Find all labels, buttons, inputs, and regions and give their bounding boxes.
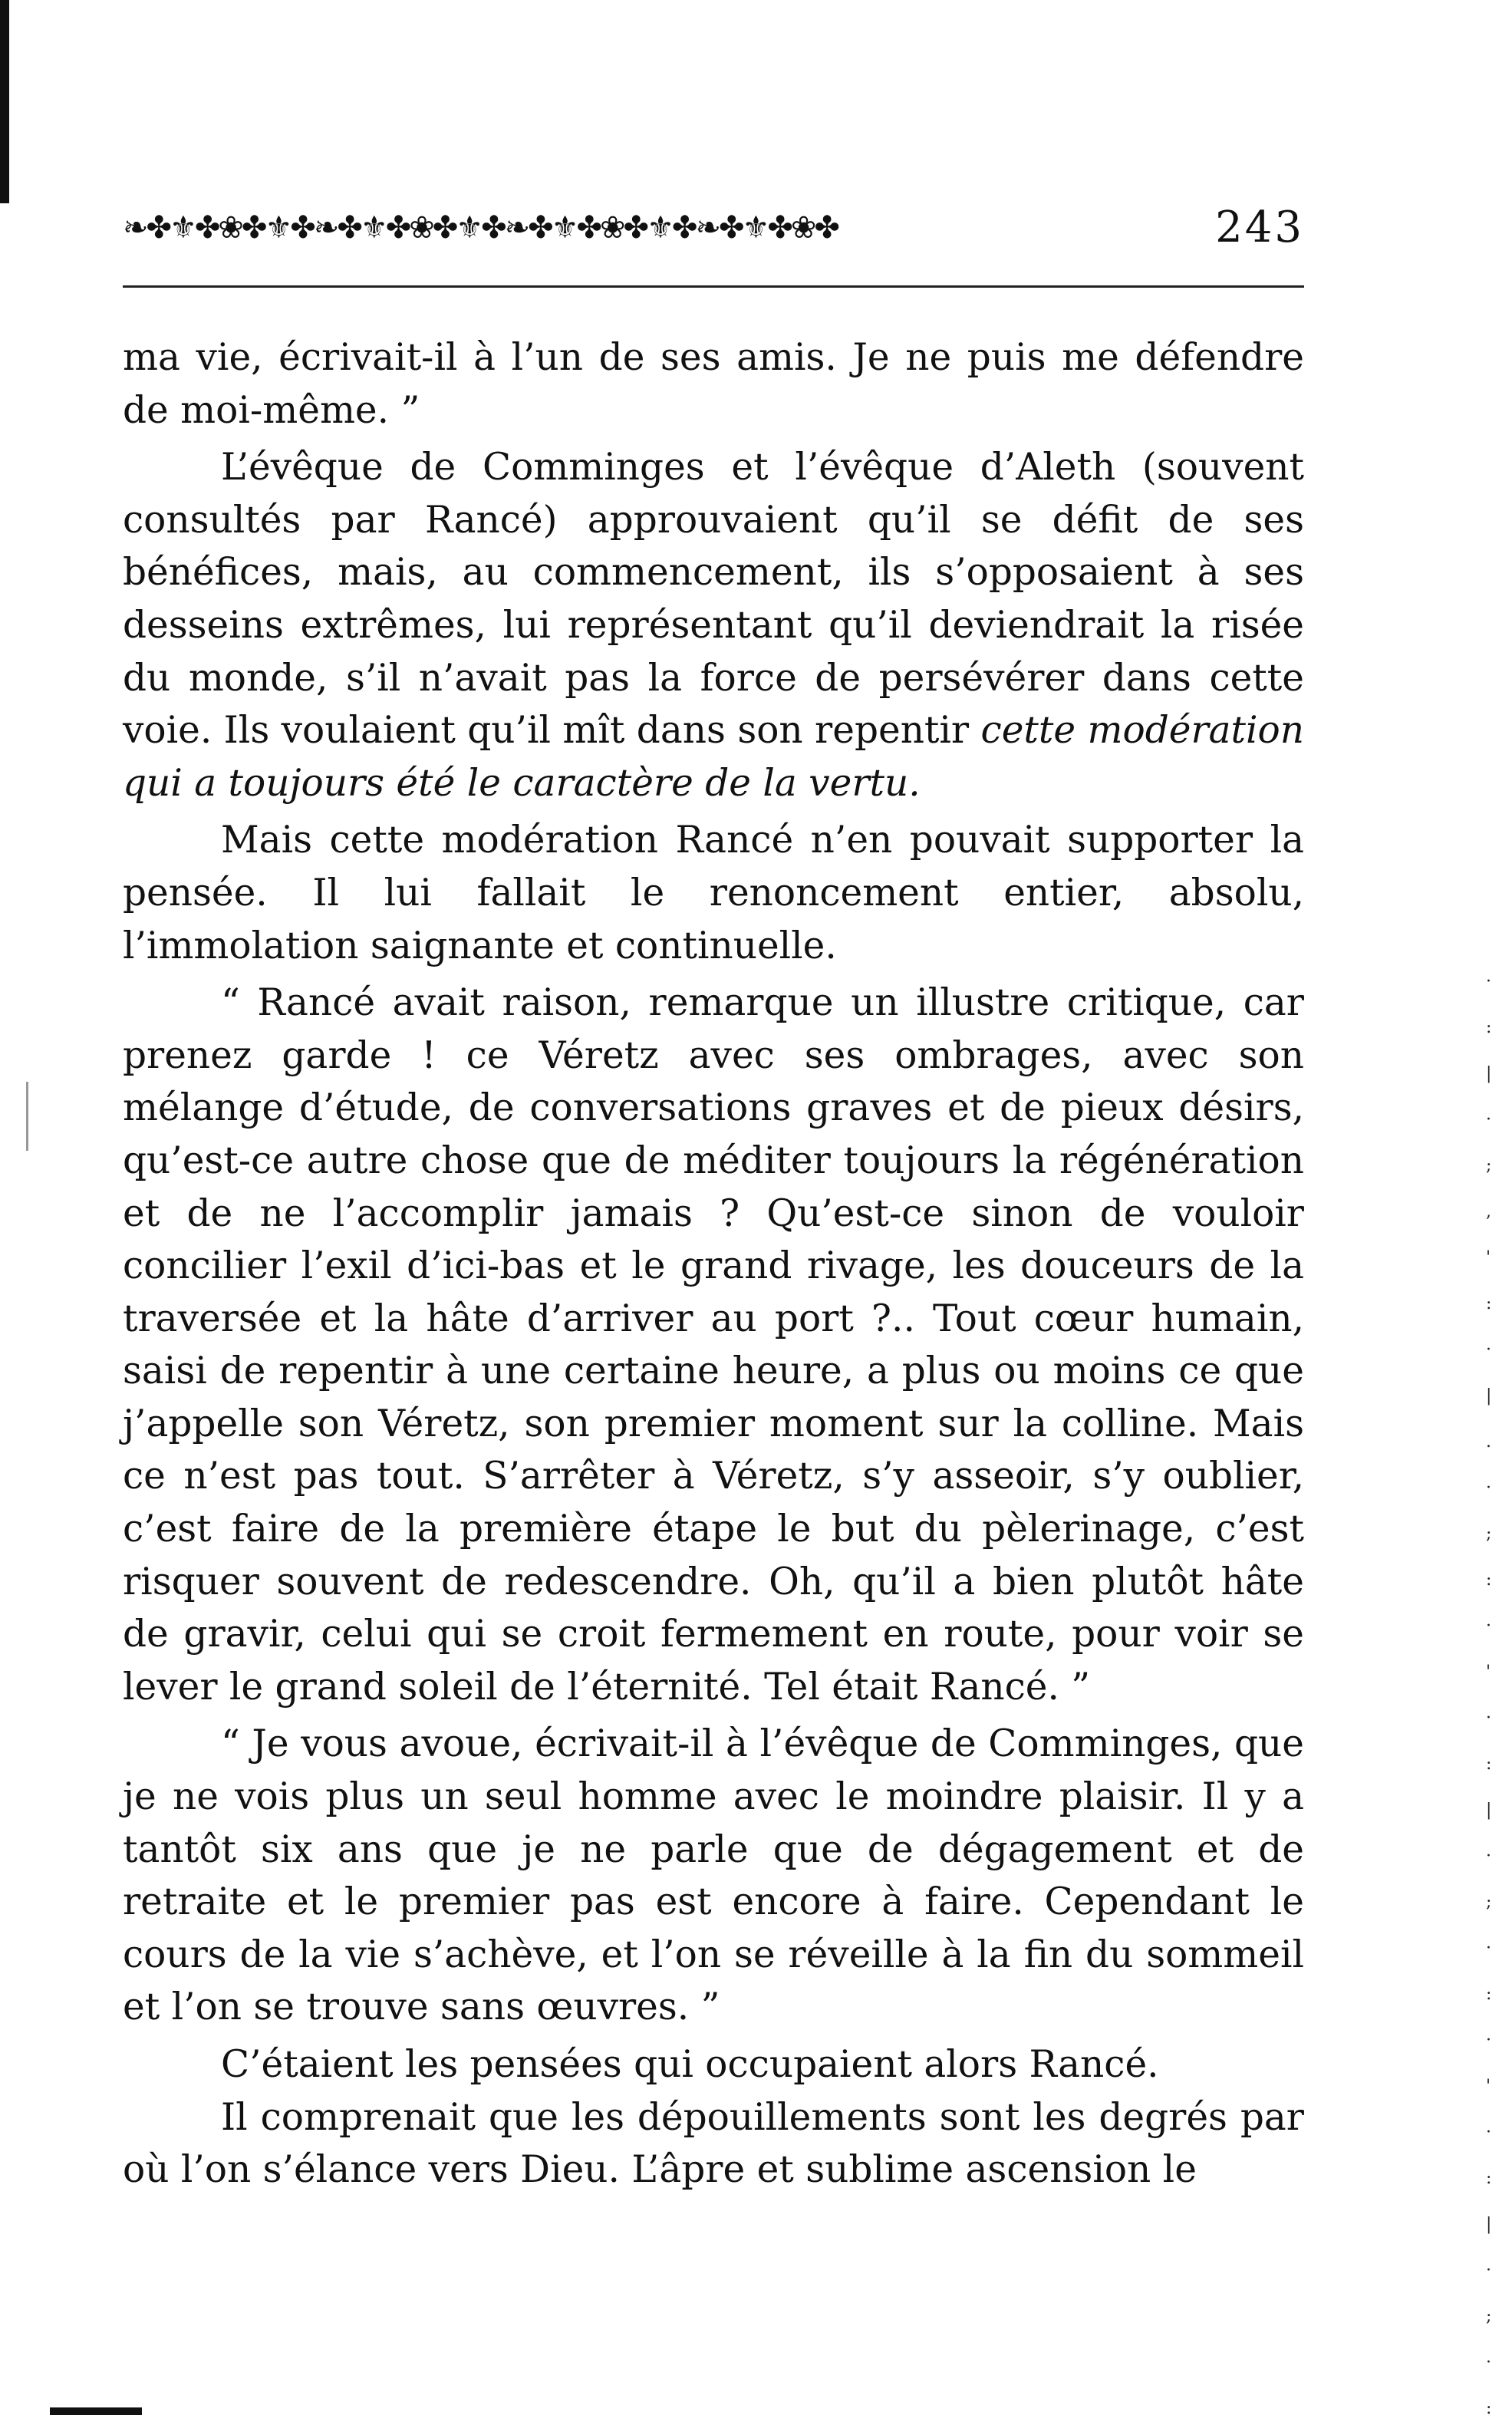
paragraph-moderation: Mais cette modération Rancé n’en pouvait supporter la pensée. Il lui fallait le renoncement entier, absolu, l’immolation saignante et continuelle.: [123, 819, 1304, 967]
paragraph-bishops-text: L’évêque de Comminges et l’évêque d’Aleth (souvent consultés par Rancé) approuvaient qu’il se défit de ses bénéfices, mais, au commencement, ils s’opposaient à ses desseins extrêmes, lui représentant qu’il deviendrait la risée du monde, s’il n’avait pas la force de persévérer dans cette voie. Ils voulaient qu’il mît dans son repentir: [123, 446, 1304, 753]
page-number: 243: [1215, 203, 1304, 252]
paragraph-bishops: [123, 441, 1304, 809]
italic-quote: cette modération qui a toujours été le caractère de la vertu.: [123, 709, 1304, 805]
ink-smudge: [50, 2407, 142, 2415]
header-rule: [123, 285, 1304, 288]
paragraph-letter-quote: “ Je vous avoue, écrivait-il à l’évêque de Comminges, que je ne vois plus un seul homme avec le moindre plaisir. Il y a tantôt six ans que je ne parle que de dégagement et de retraite et le premier pas est encore à faire. Cependant le cours de la vie s’achève, et l’on se réveille à la fin du sommeil et l’on se trouve sans œuvres. ”: [123, 1722, 1304, 2029]
paragraph-ascension: Il comprenait que les dépouillements sont les degrés par où l’on s’élance vers Dieu. L’âpre et sublime ascension le: [123, 2095, 1304, 2192]
scan-noise: · : | · ; , ' : · | . · ; : · ' · : | · ; · : · ' · : | · ; · :: [1486, 972, 1492, 2418]
header-ornament: ❧✤⚜✤❀✤⚜✤❧✤⚜✤❀✤⚜✤❧✤⚜✤❀✤⚜✤❧✤⚜✤❀✤: [123, 210, 838, 246]
paragraph-thoughts: C’étaient les pensées qui occupaient alors Rancé.: [221, 2043, 1159, 2086]
page-body: [123, 331, 1304, 2196]
running-header: [123, 201, 1304, 255]
paragraph-continuation: ma vie, écrivait-il à l’un de ses amis. Je ne puis me défendre de moi-même. ”: [123, 336, 1304, 432]
page-binding-mark: [26, 1082, 28, 1151]
page-binding-edge: [0, 0, 9, 203]
paragraph-critic-quote: “ Rancé avait raison, remarque un illustre critique, car prenez garde ! ce Véretz avec ses ombrages, avec son mélange d’étude, de conversations graves et de pieux désirs, qu’est-ce autre chose que de méditer toujours la régénération et de ne l’accomplir jamais ? Qu’est-ce sinon de vouloir concilier l’exil d’ici-bas et le grand rivage, les douceurs de la traversée et la hâte d’arriver au port ?.. Tout cœur humain, saisi de repentir à une certaine heure, a plus ou moins ce que j’appelle son Véretz, son premier moment sur la colline. Mais ce n’est pas tout. S’arrêter à Véretz, s’y asseoir, s’y oublier, c’est faire de la première étape le but du pèlerinage, c’est risquer souvent de redescendre. Oh, qu’il a bien plutôt hâte de gravir, celui qui se croit fermement en route, pour voir se lever le grand soleil de l’éternité. Tel était Rancé. ”: [123, 981, 1304, 1709]
